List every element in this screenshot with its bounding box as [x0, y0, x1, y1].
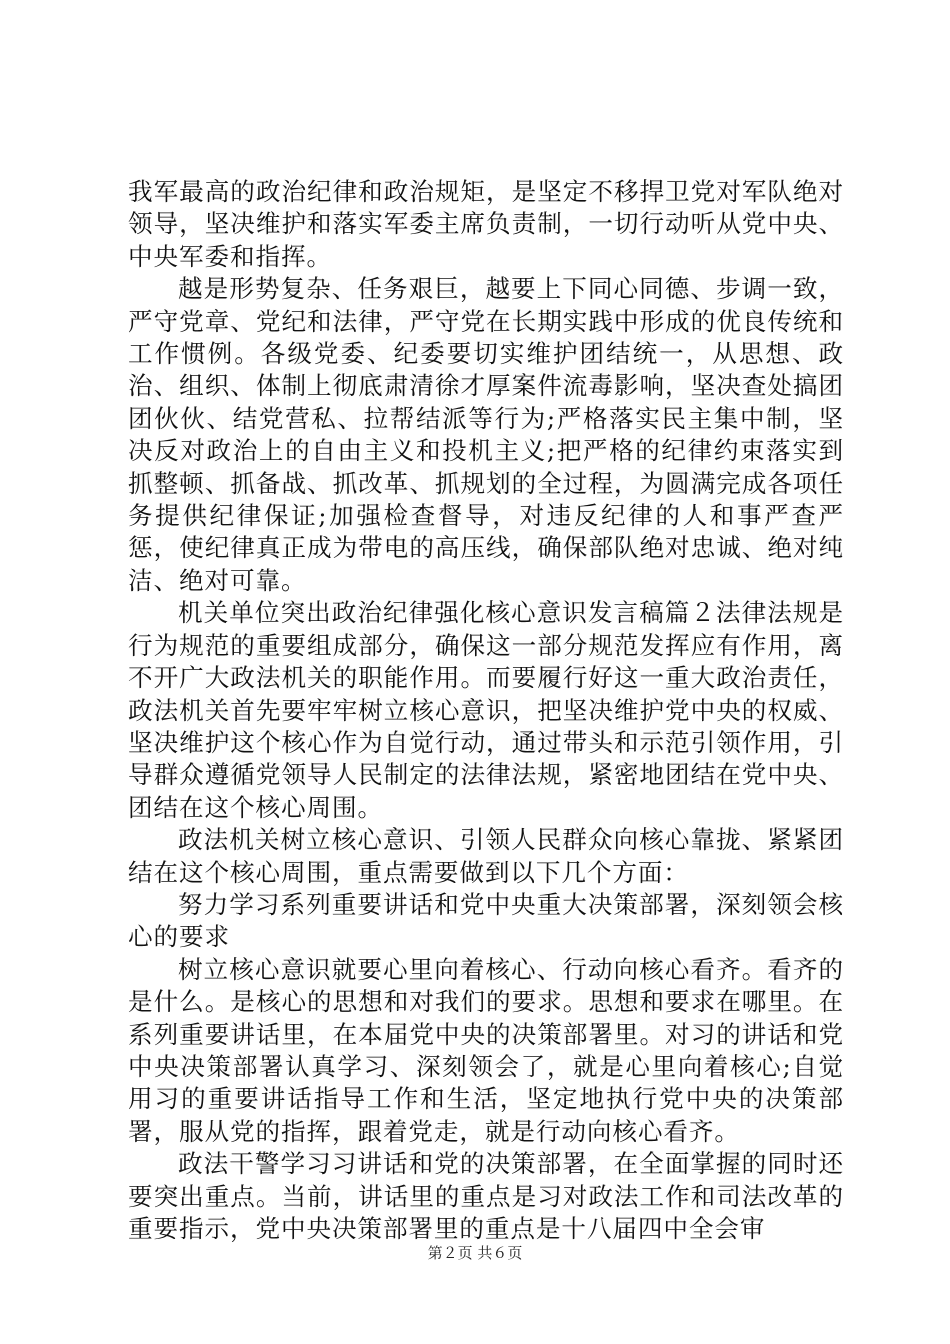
- paragraph-7: 政法干警学习习讲话和党的决策部署，在全面掌握的同时还要突出重点。当前，讲话里的重点是习对政法工作和司法改革的重要指示，党中央决策部署里的重点是十八届四中全会审: [128, 1149, 844, 1243]
- page-number-footer: 第２页 共６页: [427, 1244, 523, 1262]
- paragraph-2: 越是形势复杂、任务艰巨，越要上下同心同德、步调一致，严守党章、党纪和法律，严守党在长期实践中形成的优良传统和工作惯例。各级党委、纪委要切实维护团结统一，从思想、政治、组织、体制上彻底肃清徐才厚案件流毒影响，坚决查处搞团团伙伙、结党营私、拉帮结派等行为;严格落实民主集中制，坚决反对政治上的自由主义和投机主义;把严格的纪律约束落实到抓整顿、抓备战、抓改革、抓规划的全过程，为圆满完成各项任务提供纪律保证;加强检查督导，对违反纪律的人和事严查严惩，使纪律真正成为带电的高压线，确保部队绝对忠诚、绝对纯洁、绝对可靠。: [128, 274, 844, 595]
- paragraph-6: 树立核心意识就要心里向着核心、行动向核心看齐。看齐的是什么。是核心的思想和对我们的要求。思想和要求在哪里。在系列重要讲话里，在本届党中央的决策部署里。对习的讲话和党中央决策部署认真学习、深刻领会了，就是心里向着核心;自觉用习的重要讲话指导工作和生活，坚定地执行党中央的决策部署，服从党的指挥，跟着党走，就是行动向核心看齐。: [128, 954, 844, 1146]
- paragraph-1: 我军最高的政治纪律和政治规矩，是坚定不移捍卫党对军队绝对领导，坚决维护和落实军委主席负责制，一切行动听从党中央、中央军委和指挥。: [128, 177, 844, 271]
- paragraph-5: 努力学习系列重要讲话和党中央重大决策部署，深刻领会核心的要求: [128, 889, 844, 952]
- paragraph-3: 机关单位突出政治纪律强化核心意识发言稿篇２法律法规是行为规范的重要组成部分，确保这一部分规范发挥应有作用，离不开广大政法机关的职能作用。而要履行好这一重大政治责任，政法机关首先要牢牢树立核心意识，把坚决维护党中央的权威、坚决维护这个核心作为自觉行动，通过带头和示范引领作用，引导群众遵循党领导人民制定的法律法规，紧密地团结在党中央、团结在这个核心周围。: [128, 598, 844, 822]
- paragraph-4: 政法机关树立核心意识、引领人民群众向核心靠拢、紧紧团结在这个核心周围，重点需要做到以下几个方面：: [128, 825, 844, 887]
- document-body: [128, 176, 844, 1245]
